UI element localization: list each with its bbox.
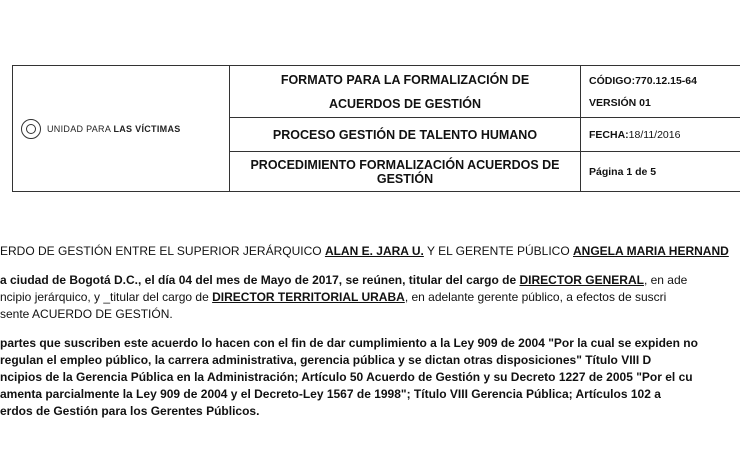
document-date: FECHA:18/11/2016: [581, 118, 740, 152]
role-director-general: DIRECTOR GENERAL: [519, 273, 644, 287]
logo-cell: [13, 66, 230, 192]
paragraph-line: a ciudad de Bogotá D.C., el día 04 del mes de Mayo de 2017, se reúnen, titular del cargo de DIRECTOR GENERAL, en ade: [0, 273, 688, 287]
document-code: CÓDIGO:770.12.15-64: [589, 74, 697, 87]
organization-logo: [13, 119, 229, 139]
role-director-territorial: DIRECTOR TERRITORIAL URABA: [212, 290, 405, 304]
process-title: PROCESO GESTIÓN DE TALENTO HUMANO: [230, 118, 581, 152]
paragraph-line: regulan el empleo público, la carrera administrativa, gerencia pública y se dictan otras disposiciones" Título VIII D: [0, 353, 652, 367]
format-title: FORMATO PARA LA FORMALIZACIÓN DE ACUERDOS DE GESTIÓN: [230, 66, 581, 118]
procedure-title: PROCEDIMIENTO FORMALIZACIÓN ACUERDOS DE GESTIÓN: [230, 152, 581, 192]
paragraph-line: erdos de Gestión para los Gerentes Públicos.: [0, 404, 260, 418]
superior-name: ALAN E. JARA U.: [324, 244, 424, 258]
paragraph-line: ncipio jerárquico, y _titular del cargo de DIRECTOR TERRITORIAL URABA, en adelante gerente público, a efectos de suscri: [0, 290, 667, 304]
paragraph-line: sente ACUERDO DE GESTIÓN.: [0, 307, 173, 321]
page-number: Página 1 de 5: [581, 152, 740, 192]
organization-name: UNIDAD PARA LAS VÍCTIMAS: [47, 123, 181, 134]
paragraph-line: amenta parcialmente la Ley 909 de 2004 y el Decreto-Ley 1567 de 1998"; Título VIII Gerencia Pública; Artículos 102 a: [0, 387, 661, 401]
meta-code-version: [581, 66, 740, 118]
seal-icon: [21, 119, 41, 139]
document-header-table: [12, 65, 740, 192]
manager-name: ANGELA MARIA HERNAND: [573, 244, 729, 258]
document-body: [0, 243, 740, 420]
paragraph-line: partes que suscriben este acuerdo lo hacen con el fin de dar cumplimiento a la Ley 909 de 2004 "Por la cual se expiden no: [0, 336, 698, 350]
paragraph-line: ncipios de la Gerencia Pública en la Administración; Artículo 50 Acuerdo de Gestión y su Decreto 1227 de 2005 "Por el cu: [0, 370, 693, 384]
agreement-heading: ERDO DE GESTIÓN ENTRE EL SUPERIOR JERÁRQUICO ALAN E. JARA U. Y EL GERENTE PÚBLICO ANGELA MARIA HERNAND: [0, 244, 729, 258]
document-version: VERSIÓN 01: [589, 96, 651, 109]
